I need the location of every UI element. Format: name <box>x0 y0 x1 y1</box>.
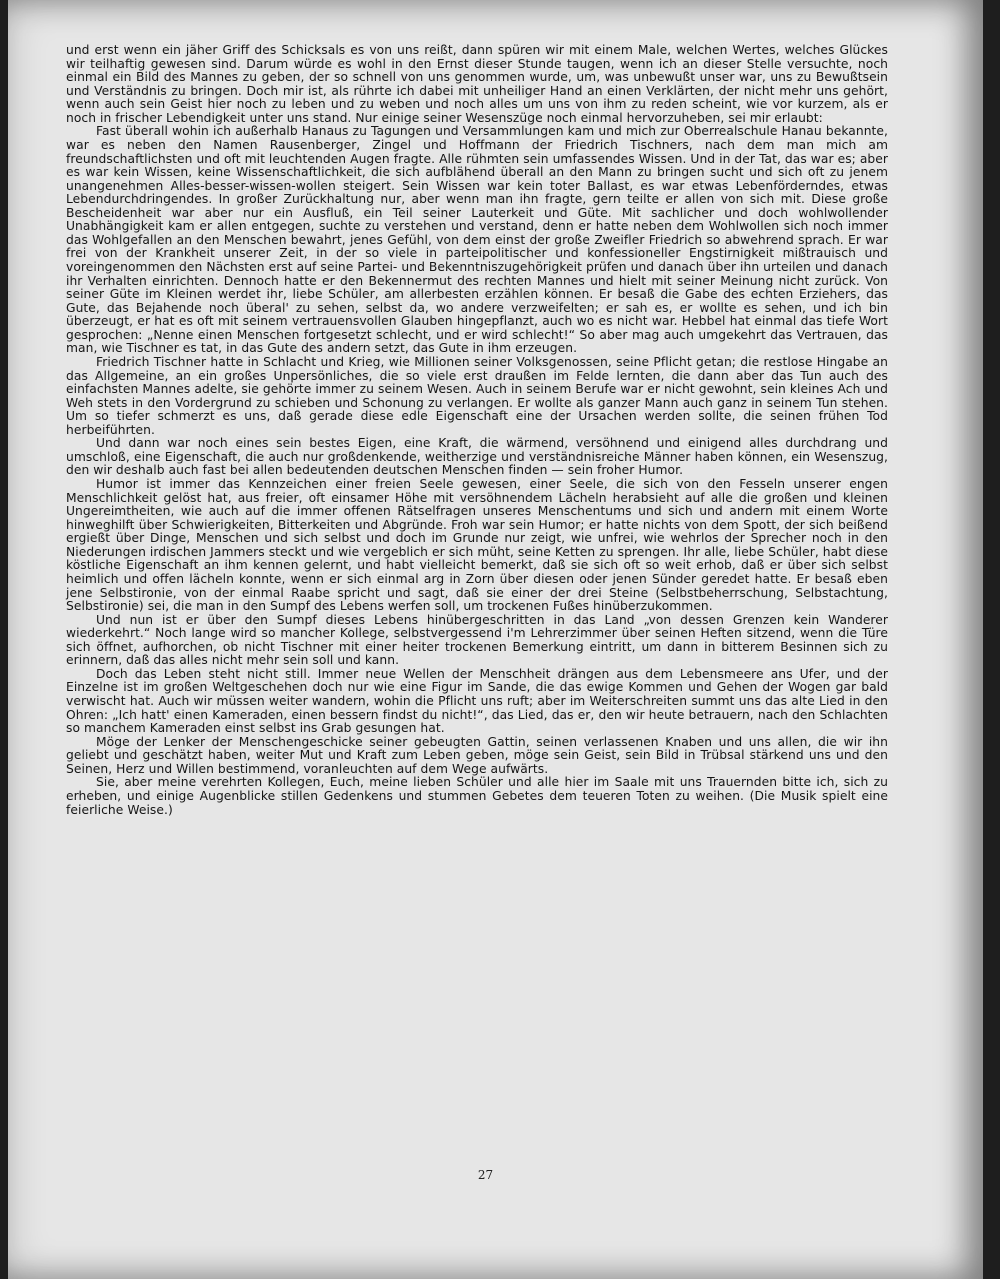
paragraph-6: Und nun ist er über den Sumpf dieses Lebens hinübergeschritten in das Land „von dessen Grenzen kein Wanderer wiederkehrt.“ Noch lange wird so mancher Kollege, selbstvergessend i'm Lehrerzimmer über seinen Heften sitzend, wenn die Türe sich öffnet, aufhorchen, ob nicht Tischner mit einer heiter trockenen Bemerkung eintritt, um dann in bitterem Besinnen sich zu erinnern, daß das alles nicht mehr sein soll und kann. <box>66 612 888 668</box>
paragraph-2: Fast überall wohin ich außerhalb Hanaus zu Tagungen und Versammlungen kam und mich zur Oberrealschule Hanau bekannte, war es neben den Namen Rausenberger, Zingel und Hoffmann der Friedrich Tischners, nach dem man mich am freundschaftlichsten und oft mit leuchtenden Augen fragte. Alle rühmten sein umfassendes Wissen. Und in der Tat, das war es; aber es war kein Wissen, keine Wissenschaftlichkeit, die sich aufblähend überall an den Mann zu bringen sucht und sich oft zu jenem unangenehmen Alles-besser-wissen-wollen steigert. Sein Wissen war kein toter Ballast, es war etwas Lebenförderndes, etwas Lebendurchdringendes. In großer Zurückhaltung nur, aber wenn man ihn fragte, gern teilte er allen von sich mit. Diese große Bescheidenheit war aber nur ein Ausfluß, ein Teil seiner Lauterkeit und Güte. Mit sachlicher und doch wohlwollender Unabhängigkeit kam er allen entgegen, suchte zu verstehen und verstand, denn er hatte neben dem Wohlwollen sich noch immer das Wohlgefallen an den Menschen bewahrt, jenes Gefühl, von dem einst der große Zweifler Friedrich so abwehrend sprach. Er war frei von der Krankheit unserer Zeit, in der so viele in parteipolitischer und konfessioneller Engstirnigkeit mißtrauisch und voreingenommen den Nächsten erst auf seine Partei- und Bekenntniszugehörigkeit prüfen und danach über ihn urteilen und danach ihr Verhalten einrichten. Dennoch hatte er den Bekennermut des rechten Mannes und hielt mit seiner Meinung nicht zurück. Von seiner Güte im Kleinen werdet ihr, liebe Schüler, am allerbesten erzählen können. Er besaß die Gabe des echten Erziehers, das Gute, das Bejahende noch überal' zu sehen, selbst da, wo andere verzweifelten; er sah es, er wollte es sehen, und ich bin überzeugt, er hat es oft mit seinem vertrauensvollen Glauben hingepflanzt, auch wo es nicht war. Hebbel hat einmal das tiefe Wort gesprochen: „Nenne einen Menschen fortgesetzt schlecht, und er wird schlecht!“ So aber mag auch umgekehrt das Vertrauen, das man, wie Tischner es tat, in das Gute des andern setzt, das Gute in ihm erzeugen. <box>66 124 888 356</box>
paragraph-3: Friedrich Tischner hatte in Schlacht und Krieg, wie Millionen seiner Volksgenossen, seine Pflicht getan; die restlose Hingabe an das Allgemeine, an ein großes Unpersönliches, die so viele erst draußen im Felde lernten, die dann aber das Tun auch des einfachsten Mannes adelte, sie gehörte immer zu seinem Wesen. Auch in seinem Berufe war er nicht gewohnt, sein kleines Ach und Weh stets in den Vordergrund zu schieben und Schonung zu verlangen. Er wollte als ganzer Mann auch ganz in seinem Tun stehen. Um so tiefer schmerzt es uns, daß gerade diese edle Eigenschaft eine der Ursachen werden sollte, die seinen frühen Tod herbeiführten. <box>66 354 888 437</box>
paragraph-4: Und dann war noch eines sein bestes Eigen, eine Kraft, die wärmend, versöhnend und einigend alles durchdrang und umschloß, eine Eigenschaft, die auch nur großdenkende, weitherzige und verständnisreiche Männer haben können, ein Wesenszug, den wir deshalb auch fast bei allen bedeutenden deutschen Menschen finden — sein froher Humor. <box>66 436 888 478</box>
body-text <box>66 44 888 817</box>
paragraph-1: und erst wenn ein jäher Griff des Schicksals es von uns reißt, dann spüren wir mit einem Male, welchen Wertes, welches Glückes wir teilhaftig gewesen sind. Darum würde es wohl in den Ernst dieser Stunde taugen, wenn ich an dieser Stelle versuchte, noch einmal ein Bild des Mannes zu geben, der so schnell von uns genommen wurde, um, was unbewußt unser war, uns zu Bewußtsein und Verständnis zu bringen. Doch mir ist, als rührte ich dabei mit unheiliger Hand an einen Verklärten, der nicht mehr uns gehört, wenn auch sein Geist hier noch zu leben und zu weben und noch alles um uns von ihm zu reden scheint, wie vor kurzem, als er noch in frischer Lebendigkeit unter uns stand. Nur einige seiner Wesenszüge noch einmal hervorzuheben, sei mir erlaubt: <box>66 43 888 125</box>
document-page <box>8 0 983 1279</box>
paragraph-8: Möge der Lenker der Menschengeschicke seiner gebeugten Gattin, seinen verlassenen Knaben und uns allen, die wir ihn geliebt und geschätzt haben, weiter Mut und Kraft zum Leben geben, möge sein Geist, sein Bild in Trübsal stärkend uns und den Seinen, Herz und Willen bestimmend, voranleuchten auf dem Wege aufwärts. <box>66 734 888 776</box>
page-number: 27 <box>477 1168 494 1182</box>
paragraph-9: Sie, aber meine verehrten Kollegen, Euch, meine lieben Schüler und alle hier im Saale mit uns Trauernden bitte ich, sich zu erheben, und einige Augenblicke stillen Gedenkens und stummen Gebetes dem teueren Toten zu weihen. (Die Musik spielt eine feierliche Weise.) <box>66 775 888 817</box>
paragraph-7: Doch das Leben steht nicht still. Immer neue Wellen der Menschheit drängen aus dem Lebensmeere ans Ufer, und der Einzelne ist im großen Weltgeschehen doch nur wie eine Figur im Sande, die das ewige Kommen und Gehen der Wogen gar bald verwischt hat. Auch wir müssen weiter wandern, wohin die Pflicht uns ruft; aber im Weiterschreiten summt uns das alte Lied in den Ohren: „Ich hatt' einen Kameraden, einen bessern findst du nicht!“, das Lied, das er, den wir heute betrauern, nach den Schlachten so manchem Kameraden einst selbst ins Grab gesungen hat. <box>66 666 888 736</box>
paragraph-5: Humor ist immer das Kennzeichen einer freien Seele gewesen, einer Seele, die sich von den Fesseln unserer engen Menschlichkeit gelöst hat, aus freier, oft einsamer Höhe mit versöhnendem Lächeln herabsieht auf alle die großen und kleinen Ungereimtheiten, wie auch auf die immer offenen Rätselfragen unseres Menschentums und sich und andern mit einem Worte hinweghilft über Schwierigkeiten, Bitterkeiten und Abgründe. Froh war sein Humor; er hatte nichts von dem Spott, der sich beißend ergießt über Dinge, Menschen und sich selbst und doch im Grunde nur zeigt, wie unfrei, wie wehrlos der Sprecher noch in den Niederungen irdischen Jammers steckt und wie vergeblich er sich müht, seine Ketten zu sprengen. Ihr alle, liebe Schüler, habt diese köstliche Eigenschaft an ihm kennen gelernt, und habt vielleicht bemerkt, daß sie sich oft so weit erhob, daß er über sich selbst heimlich und offen lächeln konnte, wenn er sich einmal arg in Zorn über diesen oder jenen Sünder geredet hatte. Er besaß eben jene Selbstironie, von der einmal Raabe spricht und sagt, daß sie einer der drei Steine (Selbstbeherrschung, Selbstachtung, Selbstironie) sei, die man in den Sumpf des Lebens werfen soll, um trockenen Fußes hinüberzukommen. <box>66 477 888 614</box>
